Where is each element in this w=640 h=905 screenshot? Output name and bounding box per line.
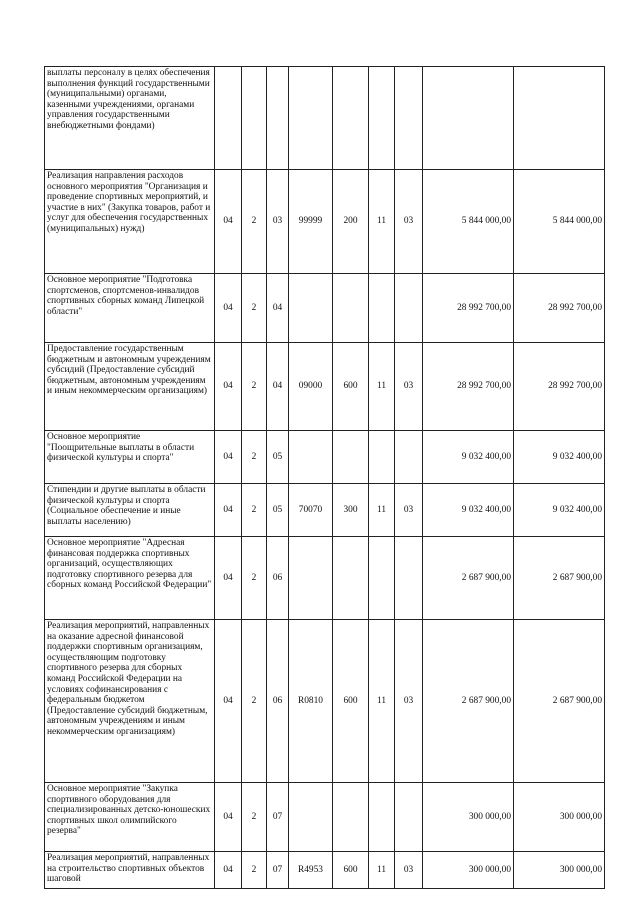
amount-cell: 28 992 700,00 xyxy=(514,343,605,431)
code-cell: 70070 xyxy=(289,484,333,537)
amount-cell: 300 000,00 xyxy=(423,783,514,852)
code-cell xyxy=(369,67,395,170)
code-cell: 2 xyxy=(242,170,267,274)
table-row xyxy=(45,343,605,431)
code-cell: 04 xyxy=(215,484,242,537)
budget-table xyxy=(44,66,605,889)
code-cell xyxy=(369,783,395,852)
code-cell: 600 xyxy=(333,343,369,431)
table-row xyxy=(45,484,605,537)
table-row xyxy=(45,274,605,343)
code-cell: 2 xyxy=(242,343,267,431)
code-cell xyxy=(333,431,369,484)
code-cell: 06 xyxy=(267,537,289,620)
table-row xyxy=(45,431,605,484)
code-cell: 600 xyxy=(333,852,369,889)
code-cell xyxy=(289,537,333,620)
code-cell: 03 xyxy=(267,170,289,274)
code-cell: 05 xyxy=(267,484,289,537)
code-cell: 07 xyxy=(267,852,289,889)
amount-cell: 28 992 700,00 xyxy=(423,274,514,343)
amount-cell xyxy=(423,67,514,170)
table-body xyxy=(45,67,605,889)
code-cell xyxy=(395,431,423,484)
amount-cell: 28 992 700,00 xyxy=(514,274,605,343)
row-name-cell: Предоставление государственным бюджетным и автономным учреждениям субсидий (Предоставление субсидий бюджетным, автономным учреждениям и иным некоммерческим организациям) xyxy=(45,343,215,431)
code-cell xyxy=(333,67,369,170)
code-cell xyxy=(395,67,423,170)
amount-cell: 9 032 400,00 xyxy=(514,484,605,537)
table-row xyxy=(45,852,605,889)
code-cell xyxy=(369,537,395,620)
code-cell: 2 xyxy=(242,620,267,783)
code-cell: 04 xyxy=(215,170,242,274)
code-cell: 2 xyxy=(242,783,267,852)
amount-cell: 300 000,00 xyxy=(423,852,514,889)
code-cell: 11 xyxy=(369,484,395,537)
code-cell: 09000 xyxy=(289,343,333,431)
code-cell xyxy=(333,274,369,343)
code-cell xyxy=(289,274,333,343)
row-name-cell: Основное мероприятие "Адресная финансовая поддержка спортивных организаций, осуществляющих подготовку спортивного резерва для сборных команд Российской Федерации" xyxy=(45,537,215,620)
amount-cell: 300 000,00 xyxy=(514,783,605,852)
code-cell: R4953 xyxy=(289,852,333,889)
table-row xyxy=(45,67,605,170)
table-row xyxy=(45,170,605,274)
code-cell: 11 xyxy=(369,170,395,274)
code-cell: 03 xyxy=(395,852,423,889)
code-cell: 07 xyxy=(267,783,289,852)
code-cell: 300 xyxy=(333,484,369,537)
code-cell xyxy=(215,67,242,170)
code-cell xyxy=(369,274,395,343)
amount-cell: 5 844 000,00 xyxy=(423,170,514,274)
amount-cell: 2 687 900,00 xyxy=(423,620,514,783)
code-cell: 03 xyxy=(395,484,423,537)
amount-cell: 9 032 400,00 xyxy=(423,484,514,537)
table-row xyxy=(45,537,605,620)
code-cell: 600 xyxy=(333,620,369,783)
code-cell xyxy=(289,431,333,484)
code-cell: 11 xyxy=(369,852,395,889)
code-cell: 04 xyxy=(267,343,289,431)
table-row xyxy=(45,620,605,783)
code-cell xyxy=(333,537,369,620)
code-cell: 99999 xyxy=(289,170,333,274)
code-cell xyxy=(369,431,395,484)
amount-cell: 2 687 900,00 xyxy=(423,537,514,620)
code-cell: 200 xyxy=(333,170,369,274)
code-cell: 04 xyxy=(215,537,242,620)
amount-cell: 5 844 000,00 xyxy=(514,170,605,274)
code-cell: 2 xyxy=(242,274,267,343)
code-cell: 2 xyxy=(242,852,267,889)
row-name-cell xyxy=(45,852,215,889)
row-name-cell: Реализация мероприятий, направленных на оказание адресной финансовой поддержки спортивным организациям, осуществляющим подготовку спортивного резерва для сборных команд Российской Федерации на условиях софинансирования с федеральным бюджетом (Предоставление субсидий бюджетным, автономным учреждениям и иным некоммерческим организациям) xyxy=(45,620,215,783)
code-cell xyxy=(395,274,423,343)
code-cell: 04 xyxy=(215,274,242,343)
code-cell: 03 xyxy=(395,343,423,431)
row-name-cell: Основное мероприятие "Поощрительные выплаты в области физической культуры и спорта" xyxy=(45,431,215,484)
amount-cell: 9 032 400,00 xyxy=(514,431,605,484)
row-name-text: Реализация мероприятий, направленных на строительство спортивных объектов шаговой xyxy=(47,853,210,883)
code-cell: 03 xyxy=(395,170,423,274)
code-cell xyxy=(395,783,423,852)
amount-cell: 2 687 900,00 xyxy=(514,620,605,783)
code-cell: 04 xyxy=(215,852,242,889)
amount-cell: 2 687 900,00 xyxy=(514,537,605,620)
code-cell: 04 xyxy=(215,343,242,431)
amount-cell: 9 032 400,00 xyxy=(423,431,514,484)
table-row xyxy=(45,783,605,852)
code-cell xyxy=(395,537,423,620)
code-cell: 04 xyxy=(267,274,289,343)
code-cell: 04 xyxy=(215,431,242,484)
row-name-cell: Основное мероприятие "Подготовка спортсменов, спортсменов-инвалидов спортивных сборных команд Липецкой области" xyxy=(45,274,215,343)
row-name-cell: Основное мероприятие "Закупка спортивного оборудования для специализированных детско-юношеских спортивных школ олимпийского резерва" xyxy=(45,783,215,852)
code-cell: R0810 xyxy=(289,620,333,783)
code-cell xyxy=(333,783,369,852)
code-cell: 2 xyxy=(242,431,267,484)
code-cell xyxy=(267,67,289,170)
code-cell: 2 xyxy=(242,537,267,620)
code-cell: 2 xyxy=(242,484,267,537)
code-cell: 03 xyxy=(395,620,423,783)
code-cell: 04 xyxy=(215,620,242,783)
code-cell: 04 xyxy=(215,783,242,852)
code-cell xyxy=(242,67,267,170)
amount-cell: 300 000,00 xyxy=(514,852,605,889)
row-name-cell: Реализация направления расходов основного мероприятия "Организация и проведение спортивных мероприятий, и участие в них" (Закупка товаров, работ и услуг для обеспечения государственных (муниципальных) нужд) xyxy=(45,170,215,274)
code-cell xyxy=(289,67,333,170)
code-cell: 06 xyxy=(267,620,289,783)
amount-cell xyxy=(514,67,605,170)
row-name-cell: Стипендии и другие выплаты в области физической культуры и спорта (Социальное обеспечение и иные выплаты населению) xyxy=(45,484,215,537)
code-cell: 05 xyxy=(267,431,289,484)
row-name-cell: выплаты персоналу в целях обеспечения выполнения функций государственными (муниципальными) органами, казенными учреждениями, органами управления государственными внебюджетными фондами) xyxy=(45,67,215,170)
amount-cell: 28 992 700,00 xyxy=(423,343,514,431)
code-cell: 11 xyxy=(369,343,395,431)
code-cell xyxy=(289,783,333,852)
code-cell: 11 xyxy=(369,620,395,783)
